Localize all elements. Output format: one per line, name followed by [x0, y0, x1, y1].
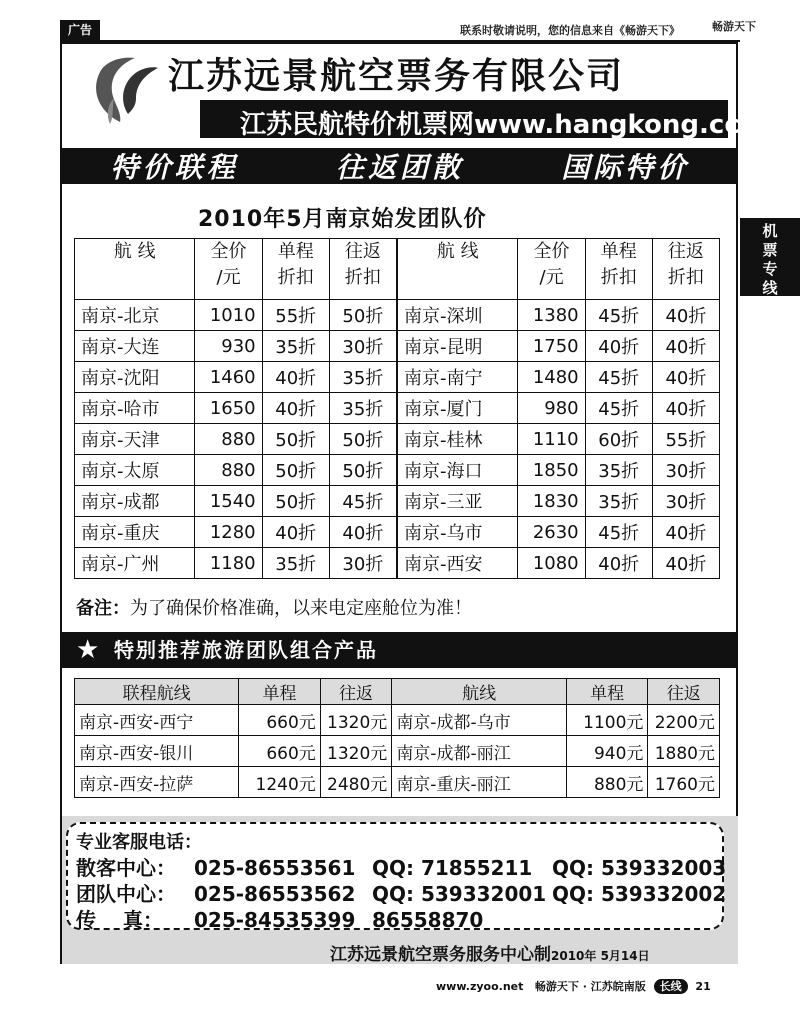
- table-cell: 1830: [518, 486, 585, 517]
- site-url: 江苏民航特价机票网www.hangkong.cc: [240, 110, 740, 140]
- table-cell: 1100元: [566, 705, 648, 736]
- table-cell: 1480: [518, 362, 585, 393]
- side-tab: 机 票 专 线: [740, 218, 800, 296]
- table-cell: 南京-北京: [75, 300, 195, 331]
- note-label: 备注：: [76, 598, 130, 619]
- tour-table: [74, 678, 720, 798]
- table-cell: 2630: [518, 517, 585, 548]
- table-cell: 940元: [566, 736, 648, 767]
- table-row: [75, 486, 720, 517]
- table-row: [75, 393, 720, 424]
- table-row: [75, 705, 720, 736]
- table-cell: 40折: [262, 393, 329, 424]
- table-cell: 1650: [195, 393, 262, 424]
- star-icon: ★: [76, 635, 100, 665]
- col-round-2: 往返 折扣: [652, 239, 719, 300]
- table-cell: 40折: [652, 362, 719, 393]
- table-cell: 南京-西安: [397, 548, 518, 579]
- footer-brand: 畅游天下 · 江苏皖南版: [534, 980, 646, 993]
- table-cell: 35折: [329, 393, 397, 424]
- table-cell: 45折: [585, 517, 652, 548]
- table-cell: 1320元: [320, 705, 392, 736]
- col-single-2: 单程 折扣: [585, 239, 652, 300]
- table-row: [75, 362, 720, 393]
- table-cell: 880元: [566, 767, 648, 798]
- table-cell: 南京-海口: [397, 455, 518, 486]
- table-cell: 南京-三亚: [397, 486, 518, 517]
- table-cell: 1110: [518, 424, 585, 455]
- table-cell: 40折: [585, 331, 652, 362]
- table-cell: 2480元: [320, 767, 392, 798]
- top-note: 联系时敬请说明，您的信息来自《畅游天下》: [460, 24, 680, 37]
- table-cell: 35折: [585, 486, 652, 517]
- table-cell: 1240元: [239, 767, 321, 798]
- price-table-title: 2010年5月南京始发团队价: [198, 207, 487, 232]
- table-cell: 880: [195, 424, 262, 455]
- table-cell: 40折: [262, 517, 329, 548]
- table-cell: 1080: [518, 548, 585, 579]
- table-cell: 35折: [585, 455, 652, 486]
- col-price-2: 全价 /元: [518, 239, 585, 300]
- page-footer: [436, 978, 711, 994]
- table-cell: 1280: [195, 517, 262, 548]
- table-cell: 1180: [195, 548, 262, 579]
- table-cell: 40折: [262, 362, 329, 393]
- table-cell: 50折: [329, 300, 397, 331]
- page-number: 21: [695, 980, 711, 993]
- table-cell: 1880元: [648, 736, 720, 767]
- contact-heading: 专业客服电话：: [76, 832, 202, 853]
- company-logo-icon: [80, 52, 160, 127]
- contact-row-fax: 传 真： 025-84535399 86558870: [76, 908, 484, 932]
- table-header-row: [75, 239, 720, 300]
- table-cell: 660元: [239, 736, 321, 767]
- col-round: 往返 折扣: [329, 239, 397, 300]
- table-cell: 1750: [518, 331, 585, 362]
- table-row: [75, 517, 720, 548]
- table-cell: 南京-重庆: [75, 517, 195, 548]
- company-name: 江苏远景航空票务有限公司: [168, 56, 625, 97]
- col-tour-round: 往返: [320, 679, 392, 705]
- table-cell: 40折: [585, 548, 652, 579]
- table-row: [75, 767, 720, 798]
- table-cell: 南京-太原: [75, 455, 195, 486]
- table-cell: 45折: [585, 300, 652, 331]
- table-cell: 40折: [652, 331, 719, 362]
- table-row: [75, 424, 720, 455]
- table-cell: 2200元: [648, 705, 720, 736]
- table-row: [75, 455, 720, 486]
- contact-row-retail: 散客中心： 025-86553561 QQ: 71855211 QQ: 539332003: [76, 856, 727, 880]
- fare-table: [74, 238, 720, 579]
- table-cell: 南京-广州: [75, 548, 195, 579]
- recommend-title: 特别推荐旅游团队组合产品: [114, 638, 378, 662]
- table-cell: 1460: [195, 362, 262, 393]
- table-cell: 南京-桂林: [397, 424, 518, 455]
- table-cell: 50折: [329, 424, 397, 455]
- table-cell: 1540: [195, 486, 262, 517]
- table-cell: 南京-深圳: [397, 300, 518, 331]
- table-row: [75, 736, 720, 767]
- col-tour-single: 单程: [239, 679, 321, 705]
- table-cell: 660元: [239, 705, 321, 736]
- table-cell: 30折: [329, 331, 397, 362]
- table-cell: 55折: [262, 300, 329, 331]
- table-cell: 南京-成都-丽江: [392, 736, 567, 767]
- table-cell: 980: [518, 393, 585, 424]
- col-tour-route: 联程航线: [75, 679, 239, 705]
- table-cell: 930: [195, 331, 262, 362]
- footer-site: www.zyoo.net: [436, 980, 524, 993]
- table-cell: 南京-成都-乌市: [392, 705, 567, 736]
- table-cell: 40折: [652, 300, 719, 331]
- magazine-logo: 畅游天下: [712, 20, 756, 33]
- slogan-3: 国际特价: [561, 151, 690, 184]
- table-row: [75, 548, 720, 579]
- col-route: 航 线: [75, 239, 195, 300]
- note: [76, 594, 472, 620]
- table-cell: 40折: [652, 548, 719, 579]
- table-cell: 50折: [262, 424, 329, 455]
- table-cell: 南京-乌市: [397, 517, 518, 548]
- slogan-2: 往返团散: [335, 151, 464, 184]
- table-cell: 40折: [329, 517, 397, 548]
- table-header-row: [75, 679, 720, 705]
- ad-tag: 广告: [60, 20, 100, 40]
- table-cell: 50折: [262, 486, 329, 517]
- table-cell: 35折: [262, 548, 329, 579]
- table-cell: 35折: [262, 331, 329, 362]
- table-cell: 南京-成都: [75, 486, 195, 517]
- table-cell: 南京-南宁: [397, 362, 518, 393]
- table-cell: 50折: [262, 455, 329, 486]
- table-cell: 880: [195, 455, 262, 486]
- table-cell: 55折: [652, 424, 719, 455]
- table-row: [75, 331, 720, 362]
- table-cell: 45折: [329, 486, 397, 517]
- table-cell: 1850: [518, 455, 585, 486]
- table-cell: 30折: [652, 486, 719, 517]
- table-row: [75, 300, 720, 331]
- slogan-bar: [62, 148, 738, 184]
- col-price: 全价 /元: [195, 239, 262, 300]
- col-tour-route-2: 航线: [392, 679, 567, 705]
- table-cell: 30折: [652, 455, 719, 486]
- table-cell: 1380: [518, 300, 585, 331]
- table-cell: 南京-西安-拉萨: [75, 767, 239, 798]
- table-cell: 南京-沈阳: [75, 362, 195, 393]
- table-cell: 30折: [329, 548, 397, 579]
- table-cell: 35折: [329, 362, 397, 393]
- issue-date: 2010年 5月14日: [551, 949, 650, 963]
- table-cell: 40折: [652, 393, 719, 424]
- col-tour-round-2: 往返: [648, 679, 720, 705]
- table-cell: 1320元: [320, 736, 392, 767]
- table-cell: 45折: [585, 393, 652, 424]
- col-route-2: 航 线: [397, 239, 518, 300]
- footer-section: 长线: [654, 979, 688, 994]
- table-cell: 南京-哈市: [75, 393, 195, 424]
- table-cell: 南京-重庆-丽江: [392, 767, 567, 798]
- table-cell: 60折: [585, 424, 652, 455]
- col-tour-single-2: 单程: [566, 679, 648, 705]
- note-text: 为了确保价格准确，以来电定座舱位为准！: [130, 598, 472, 619]
- contact-row-group: 团队中心： 025-86553562 QQ: 539332001 QQ: 539332002: [76, 882, 727, 906]
- table-cell: 南京-天津: [75, 424, 195, 455]
- contact-footer: 江苏远景航空票务服务中心制2010年 5月14日: [330, 945, 650, 965]
- slogan-1: 特价联程: [110, 151, 239, 184]
- table-cell: 南京-厦门: [397, 393, 518, 424]
- table-cell: 1760元: [648, 767, 720, 798]
- table-cell: 40折: [652, 517, 719, 548]
- table-cell: 南京-昆明: [397, 331, 518, 362]
- table-cell: 1010: [195, 300, 262, 331]
- table-cell: 南京-西安-西宁: [75, 705, 239, 736]
- table-cell: 南京-大连: [75, 331, 195, 362]
- col-single: 单程 折扣: [262, 239, 329, 300]
- table-cell: 南京-西安-银川: [75, 736, 239, 767]
- table-cell: 50折: [329, 455, 397, 486]
- table-cell: 45折: [585, 362, 652, 393]
